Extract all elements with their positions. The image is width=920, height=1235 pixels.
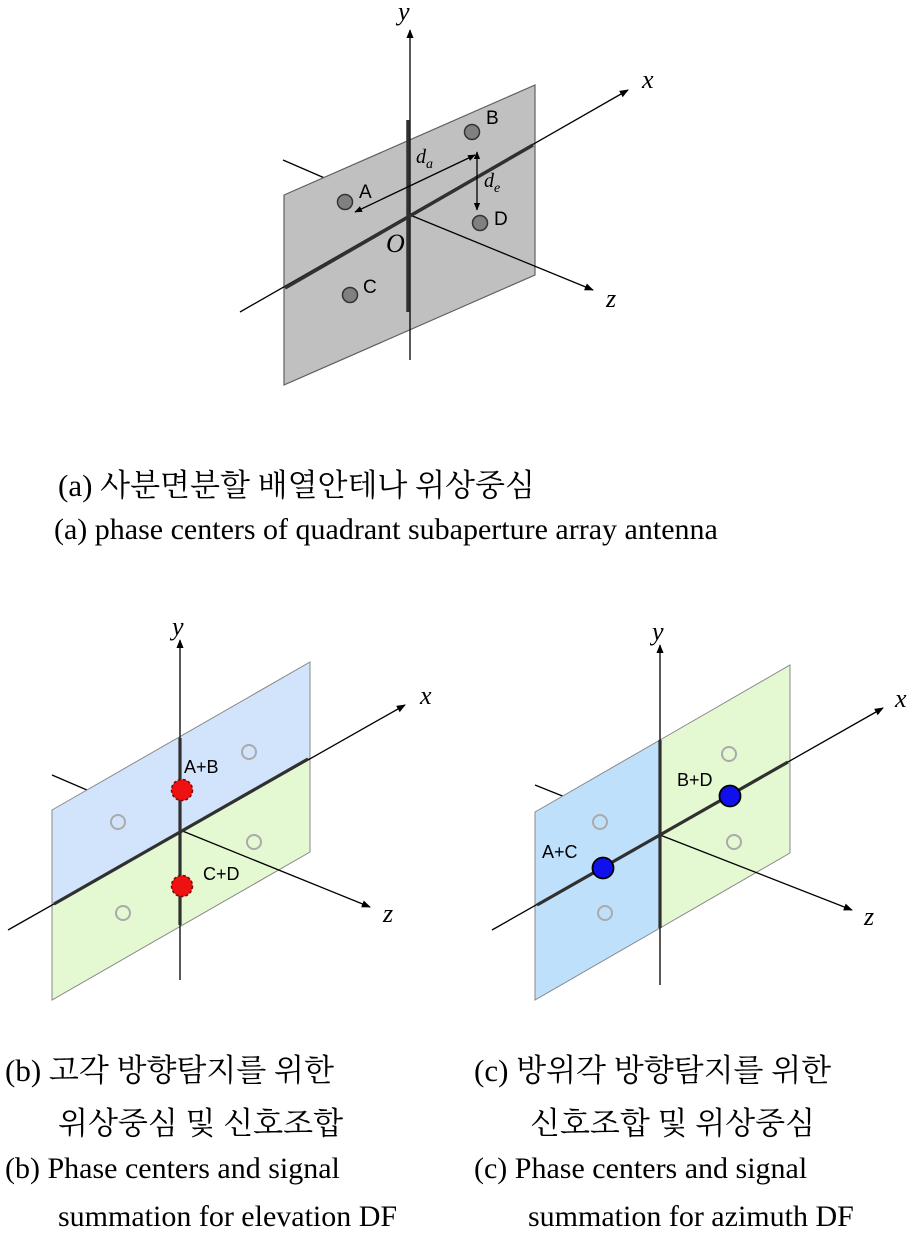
x-axis-label: x: [642, 65, 654, 94]
sum-label-ab: A+B: [184, 757, 219, 777]
y-axis-label: y: [398, 0, 410, 26]
origin-label: O: [386, 229, 405, 258]
caption-c-english-2: summation for azimuth DF: [528, 1200, 854, 1233]
x-axis-label: x: [420, 681, 432, 710]
sum-center-cd: [172, 876, 193, 897]
panel-a: [240, 0, 654, 385]
caption-c-english-1: (c) Phase centers and signal: [474, 1152, 808, 1185]
x-axis-label: x: [895, 684, 907, 713]
sum-center-bd: [720, 786, 741, 807]
phase-center-b: [465, 125, 480, 140]
y-axis-label: y: [172, 612, 184, 641]
phase-center-c: [343, 288, 358, 303]
point-label-a: A: [359, 182, 372, 203]
point-label-c: C: [363, 277, 377, 298]
point-label-d: D: [494, 209, 508, 230]
caption-a-english: (a) phase centers of quadrant subaperture array antenna: [54, 513, 718, 546]
z-axis-label: z: [606, 284, 617, 313]
z-axis-label: z: [864, 902, 875, 931]
z-axis-label: z: [383, 899, 394, 928]
point-label-b: B: [486, 108, 499, 129]
de-label: $d_e$: [484, 170, 501, 196]
panel-c: [492, 617, 907, 1000]
caption-b-english-2: summation for elevation DF: [58, 1200, 398, 1233]
panel-b: [8, 612, 432, 1000]
phase-center-d: [473, 216, 488, 231]
da-label: $d_a$: [416, 146, 433, 172]
sum-center-ab: [172, 780, 193, 801]
phase-center-a: [338, 195, 353, 210]
sum-label-ac: A+C: [542, 842, 578, 862]
sum-center-ac: [593, 858, 614, 879]
caption-a-korean: (a) 사분면분할 배열안테나 위상중심: [58, 468, 535, 503]
y-axis-label: y: [652, 617, 664, 646]
caption-b-english-1: (b) Phase centers and signal: [5, 1152, 340, 1185]
caption-b-korean-1: (b) 고각 방향탐지를 위한: [5, 1053, 334, 1088]
caption-c-korean-2: 신호조합 및 위상중심: [530, 1106, 816, 1141]
caption-c-korean-1: (c) 방위각 방향탐지를 위한: [474, 1053, 832, 1088]
sum-label-bd: B+D: [677, 770, 713, 790]
sum-label-cd: C+D: [203, 864, 240, 884]
caption-b-korean-2: 위상중심 및 신호조합: [58, 1106, 344, 1141]
